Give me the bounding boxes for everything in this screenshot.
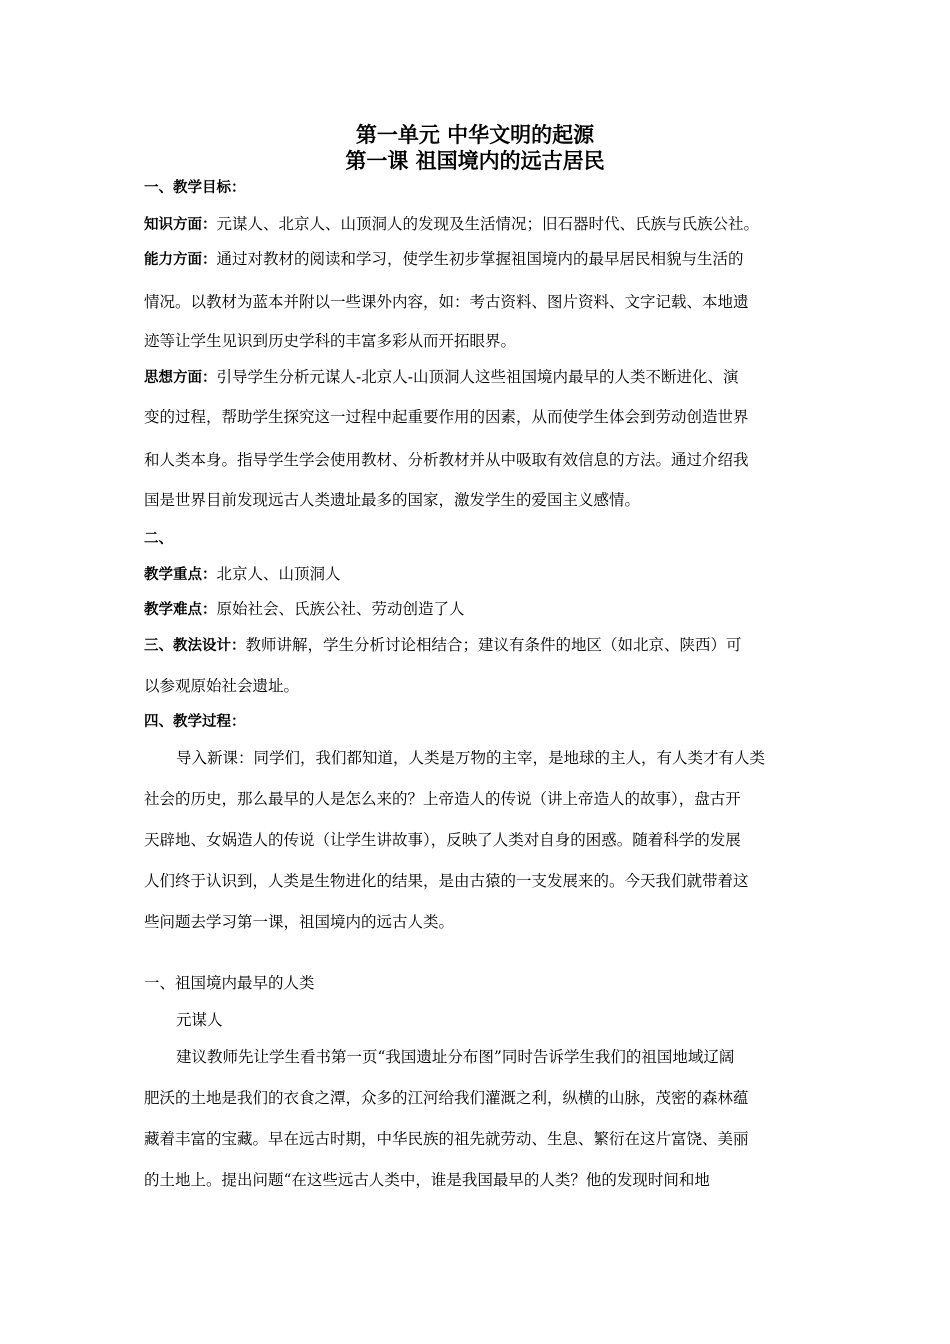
key-points (144, 563, 808, 586)
method-line-1 (144, 634, 808, 657)
knowledge-label: 知识方面： (144, 217, 217, 233)
knowledge-paragraph (144, 213, 808, 236)
thought-line-2: 变的过程，帮助学生探究这一过程中起重要作用的因素，从而使学生体会到劳动创造世界 (144, 408, 749, 426)
difficult-label: 教学难点： (144, 602, 217, 618)
thought-line-1 (144, 366, 808, 389)
objectives-heading: 一、教学目标： (144, 180, 246, 196)
ability-line-2: 情况。以教材为蓝本并附以一些课外内容，如：考古资料、图片资料、文字记载、本地遗 (144, 293, 749, 311)
yuanmou-heading: 元谋人 (176, 1011, 223, 1029)
suggest-line-3: 藏着丰富的宝藏。早在远古时期，中华民族的祖先就劳动、生息、繁衍在这片富饶、美丽 (144, 1130, 749, 1148)
difficult-text: 原始社会、氏族公社、劳动创造了人 (216, 600, 465, 618)
method-line-2: 以参观原始社会遗址。 (144, 677, 300, 695)
key-label: 教学重点： (144, 567, 217, 583)
intro-line-4: 人们终于认识到，人类是生物进化的结果，是由古猿的一支发展来的。今天我们就带着这 (144, 872, 749, 890)
thought-label: 思想方面： (144, 370, 217, 386)
method-text: 教师讲解，学生分析讨论相结合；建议有条件的地区（如北京、陕西）可 (245, 636, 742, 654)
ability-label: 能力方面： (144, 252, 217, 268)
difficult-points (144, 598, 808, 621)
earliest-heading: 一、祖国境内最早的人类 (144, 974, 315, 992)
thought-text: 引导学生分析元谋人-北京人-山顶洞人这些祖国境内最早的人类不断进化、演 (216, 368, 739, 386)
ability-line-1 (144, 248, 808, 271)
process-heading: 四、教学过程： (144, 714, 246, 730)
suggest-line-4: 的土地上。提出问题“在这些远古人类中，谁是我国最早的人类？他的发现时间和地 (144, 1171, 710, 1189)
intro-line-5: 些问题去学习第一课，祖国境内的远古人类。 (144, 913, 455, 931)
intro-line-1: 导入新课：同学们，我们都知道，人类是万物的主宰，是地球的主人，有人类才有人类 (176, 749, 766, 767)
intro-line-3: 天辟地、女娲造人的传说（让学生讲故事），反映了人类对自身的困惑。随着科学的发展 (144, 831, 741, 849)
part2-heading: 二、 (144, 531, 173, 547)
thought-line-4: 国是世界目前发现远古人类遗址最多的国家，激发学生的爱国主义感情。 (144, 491, 641, 509)
ability-line-3: 迹等让学生见识到历史学科的丰富多彩从而开拓眼界。 (144, 332, 517, 350)
thought-line-3: 和人类本身。指导学生学会使用教材、分析教材并从中吸取有效信息的方法。通过介绍我 (144, 451, 749, 469)
knowledge-text: 元谋人、北京人、山顶洞人的发现及生活情况；旧石器时代、氏族与氏族公社。 (216, 215, 760, 233)
ability-text: 通过对教材的阅读和学习，使学生初步掌握祖国境内的最早居民相貌与生活的 (216, 250, 744, 268)
method-label: 三、教法设计： (144, 638, 246, 654)
key-text: 北京人、山顶洞人 (216, 565, 341, 583)
lesson-title: 第一课 祖国境内的远古居民 (345, 149, 605, 173)
suggest-line-2: 肥沃的土地是我们的衣食之潭，众多的江河给我们灌溉之利，纵横的山脉，茂密的森林蕴 (144, 1089, 749, 1107)
suggest-line-1: 建议教师先让学生看书第一页“我国遗址分布图”同时告诉学生我们的祖国地域辽阔 (176, 1048, 735, 1066)
intro-line-2: 社会的历史，那么最早的人是怎么来的？上帝造人的传说（讲上帝造人的故事），盘古开 (144, 790, 741, 808)
unit-title: 第一单元 中华文明的起源 (355, 123, 595, 147)
